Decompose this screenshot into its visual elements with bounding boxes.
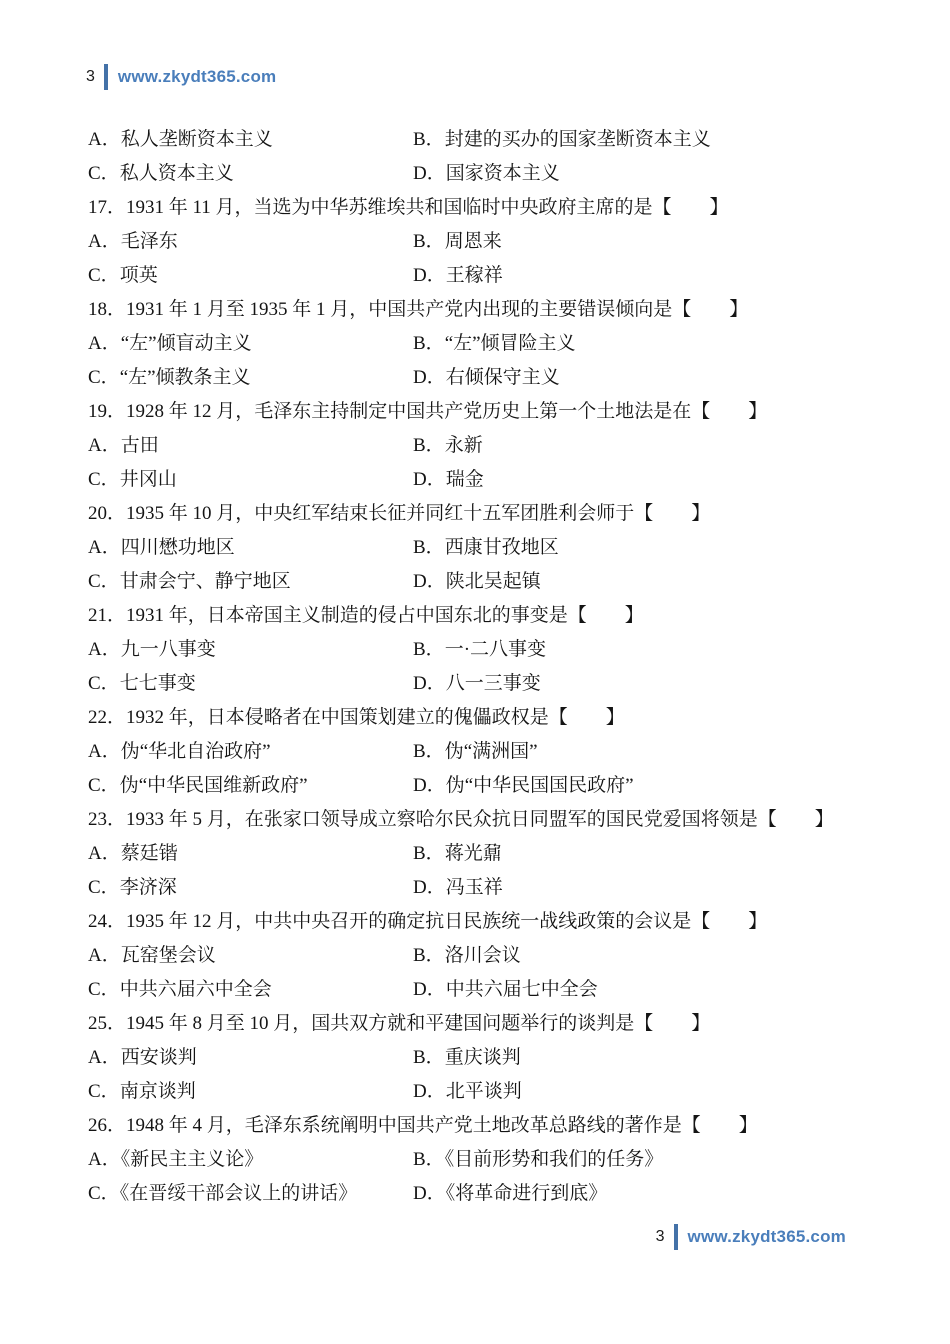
option-cell <box>88 871 413 905</box>
question-stem: 1931 年 11 月，当选为中华苏维埃共和国临时中央政府主席的是【 】 <box>126 197 729 218</box>
option-label: D． <box>413 775 446 796</box>
option-label: B． <box>413 435 445 456</box>
option-row <box>88 361 884 395</box>
question-stem: 1932 年，日本侵略者在中国策划建立的傀儡政权是【 】 <box>126 707 625 728</box>
page-footer <box>656 1222 846 1252</box>
option-cell <box>88 157 413 191</box>
option-cell <box>88 939 413 973</box>
option-label: C． <box>88 367 120 388</box>
option-cell <box>88 1075 413 1109</box>
option-row <box>88 1041 884 1075</box>
option-label: D． <box>413 1183 446 1204</box>
question-row <box>88 1007 884 1041</box>
question-stem: 1935 年 10 月，中央红军结束长征并同红十五军团胜利会师于【 】 <box>126 503 711 524</box>
option-text: “左”倾冒险主义 <box>444 333 576 354</box>
option-label: D． <box>413 367 446 388</box>
option-text: 冯玉祥 <box>445 877 503 898</box>
option-cell <box>413 1177 884 1211</box>
option-cell <box>413 1075 884 1109</box>
question-stem: 1928 年 12 月，毛泽东主持制定中国共产党历史上第一个土地法是在【 】 <box>126 401 768 422</box>
option-label: B． <box>413 639 445 660</box>
option-text: 伪“中华民国国民政府” <box>445 775 634 796</box>
option-text: 私人垄断资本主义 <box>120 129 273 150</box>
question-row <box>88 905 884 939</box>
option-text: 四川懋功地区 <box>120 537 235 558</box>
option-text: 永新 <box>444 435 483 456</box>
option-text: 蒋光鼐 <box>444 843 502 864</box>
question-number: 17． <box>88 197 127 218</box>
option-text: 中共六届七中全会 <box>445 979 598 1000</box>
option-label: B． <box>413 129 445 150</box>
option-label: C． <box>88 979 120 1000</box>
option-text: 国家资本主义 <box>445 163 560 184</box>
option-row <box>88 429 884 463</box>
question-row <box>88 701 884 735</box>
option-label: C． <box>88 163 120 184</box>
option-label: B． <box>413 945 445 966</box>
question-number: 25． <box>88 1013 127 1034</box>
option-text: 瓦窑堡会议 <box>120 945 216 966</box>
option-row <box>88 259 884 293</box>
option-text: 洛川会议 <box>444 945 521 966</box>
option-row <box>88 225 884 259</box>
option-cell <box>88 565 413 599</box>
question-number: 23． <box>88 809 127 830</box>
option-text: 蔡廷锴 <box>120 843 178 864</box>
option-text: 古田 <box>120 435 159 456</box>
option-row <box>88 565 884 599</box>
option-text: 西康甘孜地区 <box>444 537 559 558</box>
option-row <box>88 1143 884 1177</box>
question-stem: 1931 年 1 月至 1935 年 1 月，中国共产党内出现的主要错误倾向是【 】 <box>126 299 749 320</box>
option-cell <box>88 769 413 803</box>
option-text: 甘肃会宁、静宁地区 <box>119 571 291 592</box>
option-label: A． <box>88 639 121 660</box>
option-text: 中共六届六中全会 <box>119 979 272 1000</box>
option-cell <box>88 123 413 157</box>
option-label: C． <box>88 265 120 286</box>
question-number: 26． <box>88 1115 127 1136</box>
option-text: 九一八事变 <box>120 639 216 660</box>
option-row <box>88 837 884 871</box>
option-label: A． <box>88 435 121 456</box>
option-label: D． <box>413 1081 446 1102</box>
question-stem: 1931 年，日本帝国主义制造的侵占中国东北的事变是【 】 <box>126 605 644 626</box>
option-label: B． <box>413 741 445 762</box>
option-label: D． <box>413 469 446 490</box>
header-page-number: 3 <box>86 68 95 85</box>
option-cell <box>413 463 884 497</box>
option-text: 陕北吴起镇 <box>445 571 541 592</box>
option-label: C． <box>88 673 120 694</box>
option-label: C． <box>88 877 120 898</box>
option-cell <box>88 667 413 701</box>
option-text: 《新民主主义论》 <box>120 1149 264 1170</box>
option-cell <box>88 1041 413 1075</box>
option-row <box>88 123 884 157</box>
option-text: 伪“中华民国维新政府” <box>119 775 308 796</box>
option-row <box>88 531 884 565</box>
footer-accent-bar <box>674 1224 678 1250</box>
header-accent-bar <box>104 64 108 90</box>
option-row <box>88 1177 884 1211</box>
option-label: C． <box>88 1183 120 1204</box>
option-label: A． <box>88 1047 121 1068</box>
question-row <box>88 293 884 327</box>
option-label: A． <box>88 843 121 864</box>
option-row <box>88 463 884 497</box>
option-cell <box>413 837 884 871</box>
question-row <box>88 191 884 225</box>
option-text: 《将革命进行到底》 <box>445 1183 608 1204</box>
option-cell <box>88 429 413 463</box>
option-cell <box>88 633 413 667</box>
question-row <box>88 497 884 531</box>
option-label: A． <box>88 741 121 762</box>
option-text: 《目前形势和我们的任务》 <box>444 1149 664 1170</box>
option-label: B． <box>413 1047 445 1068</box>
option-cell <box>88 973 413 1007</box>
option-label: D． <box>413 877 446 898</box>
option-text: 项英 <box>119 265 158 286</box>
question-stem: 1945 年 8 月至 10 月，国共双方就和平建国问题举行的谈判是【 】 <box>126 1013 711 1034</box>
option-label: C． <box>88 571 120 592</box>
option-label: A． <box>88 333 121 354</box>
option-cell <box>413 157 884 191</box>
option-cell <box>88 225 413 259</box>
option-label: A． <box>88 231 121 252</box>
question-stem: 1935 年 12 月，中共中央召开的确定抗日民族统一战线政策的会议是【 】 <box>126 911 768 932</box>
option-cell <box>413 735 884 769</box>
option-text: 重庆谈判 <box>444 1047 521 1068</box>
header-site-link[interactable]: www.zkydt365.com <box>117 67 277 86</box>
option-label: D． <box>413 163 446 184</box>
option-text: 西安谈判 <box>120 1047 197 1068</box>
option-row <box>88 1075 884 1109</box>
option-row <box>88 157 884 191</box>
option-cell <box>413 633 884 667</box>
option-label: D． <box>413 979 446 1000</box>
question-number: 20． <box>88 503 127 524</box>
option-cell <box>413 429 884 463</box>
question-row <box>88 1109 884 1143</box>
option-cell <box>413 327 884 361</box>
question-number: 22． <box>88 707 127 728</box>
option-cell <box>88 361 413 395</box>
question-number: 19． <box>88 401 127 422</box>
option-text: 伪“满洲国” <box>444 741 538 762</box>
option-text: 毛泽东 <box>120 231 178 252</box>
option-label: B． <box>413 537 445 558</box>
option-cell <box>88 463 413 497</box>
option-cell <box>413 667 884 701</box>
option-cell <box>88 1143 413 1177</box>
option-label: A． <box>88 945 121 966</box>
page-header <box>86 62 276 92</box>
option-text: 李济深 <box>119 877 177 898</box>
question-stem: 1933 年 5 月，在张家口领导成立察哈尔民众抗日同盟军的国民党爱国将领是【 】 <box>126 809 834 830</box>
option-label: D． <box>413 571 446 592</box>
option-cell <box>413 1143 884 1177</box>
option-cell <box>88 837 413 871</box>
option-row <box>88 633 884 667</box>
option-cell <box>413 1041 884 1075</box>
option-label: D． <box>413 673 446 694</box>
option-label: C． <box>88 1081 120 1102</box>
option-row <box>88 667 884 701</box>
option-cell <box>88 1177 413 1211</box>
question-row <box>88 599 884 633</box>
option-cell <box>413 973 884 1007</box>
option-text: 井冈山 <box>119 469 177 490</box>
option-row <box>88 327 884 361</box>
option-label: A． <box>88 129 121 150</box>
option-text: 封建的买办的国家垄断资本主义 <box>444 129 711 150</box>
option-text: 瑞金 <box>445 469 484 490</box>
option-cell <box>413 939 884 973</box>
option-row <box>88 735 884 769</box>
option-text: 南京谈判 <box>119 1081 196 1102</box>
option-text: 私人资本主义 <box>119 163 234 184</box>
option-cell <box>413 565 884 599</box>
option-cell <box>88 259 413 293</box>
option-cell <box>413 225 884 259</box>
option-text: 伪“华北自治政府” <box>120 741 271 762</box>
option-text: “左”倾盲动主义 <box>120 333 252 354</box>
option-text: 七七事变 <box>119 673 196 694</box>
question-number: 24． <box>88 911 127 932</box>
question-row <box>88 803 884 837</box>
option-row <box>88 973 884 1007</box>
option-row <box>88 769 884 803</box>
option-cell <box>413 361 884 395</box>
option-text: 《在晋绥干部会议上的讲话》 <box>119 1183 358 1204</box>
question-row <box>88 395 884 429</box>
option-label: B． <box>413 1149 445 1170</box>
option-cell <box>88 531 413 565</box>
option-text: “左”倾教条主义 <box>119 367 251 388</box>
exam-question-list <box>88 123 884 1211</box>
option-text: 王稼祥 <box>445 265 503 286</box>
option-label: B． <box>413 843 445 864</box>
option-cell <box>413 769 884 803</box>
footer-site-link[interactable]: www.zkydt365.com <box>687 1227 846 1246</box>
option-cell <box>413 871 884 905</box>
option-row <box>88 871 884 905</box>
question-stem: 1948 年 4 月，毛泽东系统阐明中国共产党土地改革总路线的著作是【 】 <box>126 1115 758 1136</box>
option-label: C． <box>88 469 120 490</box>
option-label: C． <box>88 775 120 796</box>
option-label: B． <box>413 333 445 354</box>
option-text: 周恩来 <box>444 231 502 252</box>
option-cell <box>88 735 413 769</box>
question-number: 18． <box>88 299 127 320</box>
option-cell <box>88 327 413 361</box>
option-label: A． <box>88 1149 121 1170</box>
option-row <box>88 939 884 973</box>
option-label: D． <box>413 265 446 286</box>
option-cell <box>413 123 884 157</box>
question-number: 21． <box>88 605 127 626</box>
option-cell <box>413 531 884 565</box>
option-label: A． <box>88 537 121 558</box>
option-text: 北平谈判 <box>445 1081 522 1102</box>
footer-page-number: 3 <box>655 1228 665 1245</box>
option-text: 一·二八事变 <box>444 639 547 660</box>
option-cell <box>413 259 884 293</box>
option-label: B． <box>413 231 445 252</box>
option-text: 右倾保守主义 <box>445 367 560 388</box>
option-text: 八一三事变 <box>445 673 541 694</box>
